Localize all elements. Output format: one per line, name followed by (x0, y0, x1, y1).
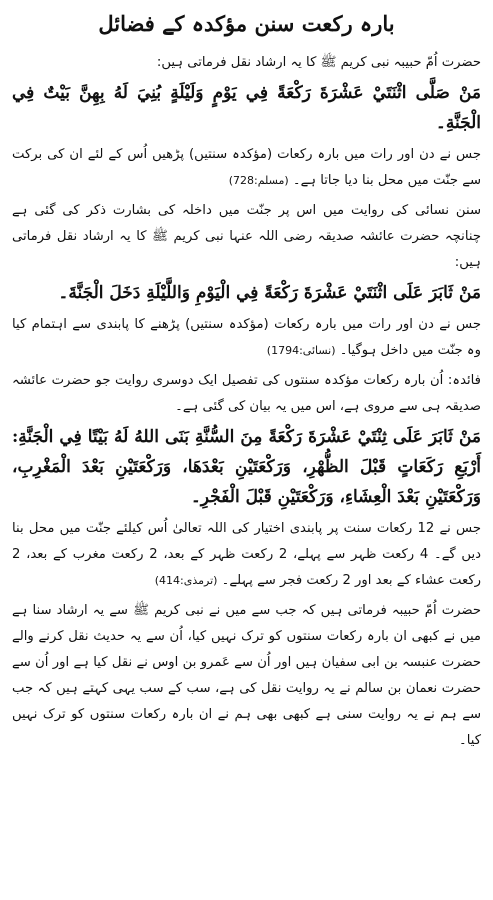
hadith-1-translation-text: جس نے دن اور رات میں بارہ رکعات (مؤکدہ سنتیں) پڑھیں اُس کے لئے ان کی برکت سے جنّت میں محل بنا دیا جاتا ہے۔ (12, 147, 481, 188)
intro-nasai: سنن نسائی کی روایت میں اس پر جنّت میں داخلہ کی بشارت ذکر کی گئی ہے چنانچہ حضرت عائشہ صدیقہ رضی اللہ عنہا نبی کریم ﷺ کا یہ ارشاد نقل فرماتی ہیں: (12, 203, 481, 270)
hadith-1-translation (12, 142, 481, 194)
hadith-1-arabic: مَنْ صَلَّى اثْنَتَيْ عَشْرَةَ رَكْعَةً فِي يَوْمٍ وَلَيْلَةٍ بُنِيَ لَهُ بِهِنَّ بَيْتٌ فِي الْجَنَّةِ۔ (12, 83, 481, 133)
benefit-note: فائدہ: اُن بارہ رکعات مؤکدہ سنتوں کی تفصیل ایک دوسری روایت جو حضرت عائشہ صدیقہ ہی سے مروی ہے، اس میں یہ بیان کی گئی ہے۔ (12, 373, 481, 414)
hadith-2-translation (12, 312, 481, 364)
closing-paragraph: حضرت اُمّ حبیبہ فرماتی ہیں کہ جب سے میں نے نبی کریم ﷺ سے یہ ارشاد سنا ہے میں نے کبھی ان بارہ رکعات سنتوں کو ترک نہیں کیا، اُن سے یہ حدیث نقل کرنے والے حضرت عنبسہ بن ابی سفیان ہیں اور اُن سے عَمرو بن اوس نے نقل کیا ہے اور اُن سے حضرت نعمان بن سالم نے یہ روایت نقل کی ہے، سب کے سب یہی کہتے ہیں کہ جب سے ہم نے یہ روایت سنی ہے کبھی بھی ہم نے ان بارہ رکعات سنتوں کو ترک نہیں کیا۔ (12, 603, 481, 748)
hadith-3-source: (ترمذی:414) (154, 574, 218, 587)
hadith-3-translation (12, 516, 481, 594)
page-title: بارہ رکعت سنن مؤکدہ کے فضائل (98, 11, 395, 36)
hadith-3-translation-text: جس نے 12 رکعات سنت پر پابندی اختیار کی اللہ تعالیٰ اُس کیلئے جنّت میں محل بنا دیں گے۔ 4 رکعت ظہر سے پہلے، 2 رکعت ظہر کے بعد، 2 رکعت مغرب کے بعد، 2 رکعت عشاء کے بعد اور 2 رکعت فجر سے پہلے۔ (12, 521, 482, 588)
hadith-2-translation-text: جس نے دن اور رات میں بارہ رکعات (مؤکدہ سنتیں) پڑھنے کا پابندی سے اہتمام کیا وہ جنّت میں داخل ہوگیا۔ (12, 317, 481, 358)
hadith-2-source: (نسائی:1794) (266, 344, 336, 357)
hadith-2-arabic: مَنْ ثَابَرَ عَلَى اثْنَتَيْ عَشْرَةَ رَكْعَةً فِي الْيَوْمِ وَاللَّيْلَةِ دَخَلَ الْجَنَّةَ۔ (58, 283, 481, 303)
hadith-3-arabic: مَنْ ثَابَرَ عَلَى ثِنْتَيْ عَشْرَةَ رَكْعَةً مِنَ السُّنَّةِ بَنَى اللهُ لَهُ بَيْتًا فِي الْجَنَّةِ: أَرْبَعِ رَكَعَاتٍ قَبْلَ الظُّهْرِ، وَرَكْعَتَيْنِ بَعْدَهَا، وَرَكْعَتَيْنِ بَعْدَ الْمَغْرِبِ، وَرَكْعَتَيْنِ بَعْدَ الْعِشَاءِ، وَرَكْعَتَيْنِ قَبْلَ الْفَجْرِ۔ (12, 427, 481, 507)
hadith-1-source: (مسلم:728) (228, 174, 289, 187)
intro-umm-habiba: حضرت اُمّ حبیبہ نبی کریم ﷺ کا یہ ارشاد نقل فرماتی ہیں: (156, 55, 481, 70)
